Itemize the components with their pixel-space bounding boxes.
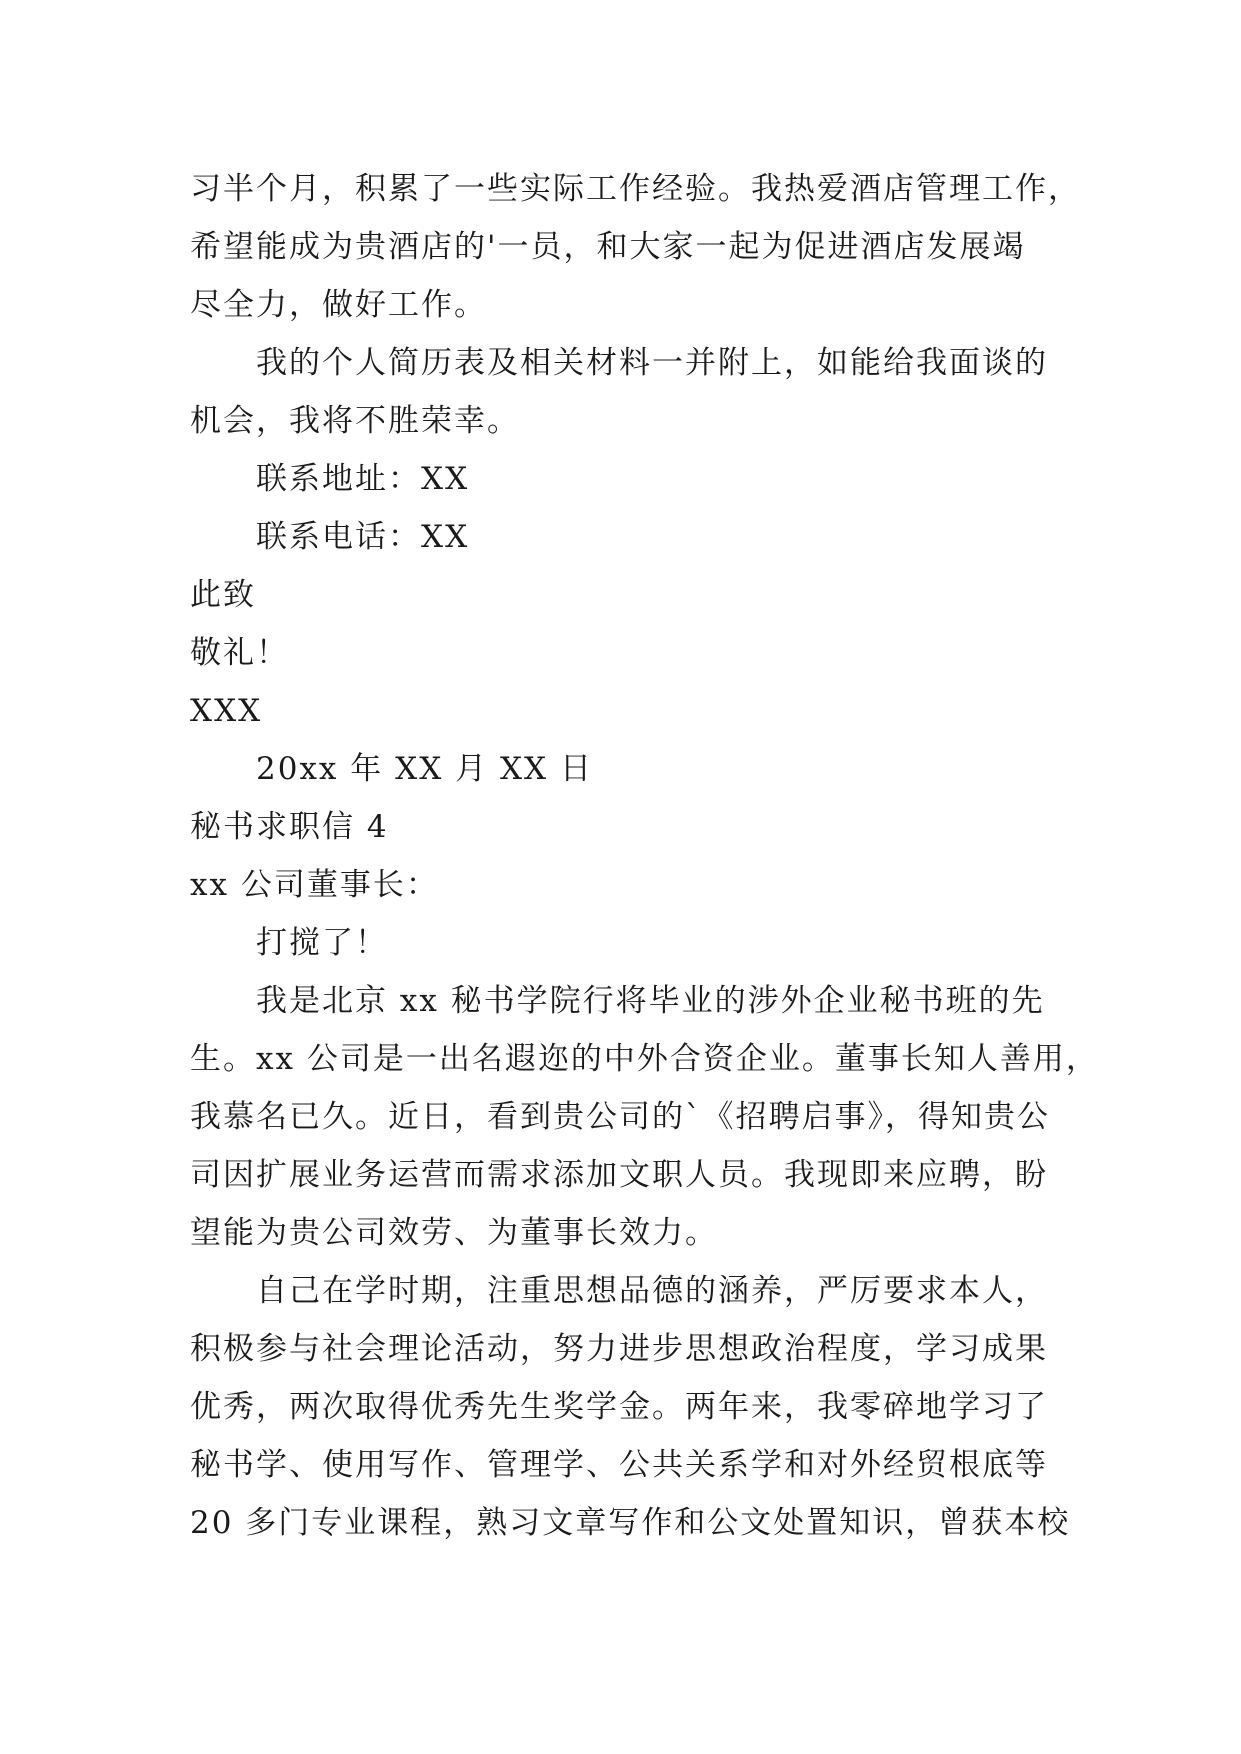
text-line: 尽全力，做好工作。 [190, 287, 487, 323]
text-line: xx 公司董事长： [190, 867, 439, 903]
letter-body [190, 160, 1099, 1552]
text-line: 优秀，两次取得优秀先生奖学金。两年来，我零碎地学习了 [190, 1389, 1048, 1425]
text-line: 积极参与社会理论活动，努力进步思想政治程度，学习成果 [190, 1331, 1048, 1367]
text-line: 我是北京 xx 秘书学院行将毕业的涉外企业秘书班的先 [256, 983, 1045, 1019]
text-line: 我慕名已久。近日，看到贵公司的`《招聘启事》，得知贵公 [190, 1099, 1050, 1135]
text-line: 此致 [190, 577, 256, 613]
text-line: 机会，我将不胜荣幸。 [190, 403, 520, 439]
text-line: 打搅了！ [256, 925, 388, 961]
text-line: 望能为贵公司效劳、为董事长效力。 [190, 1215, 718, 1251]
text-line: 秘书学、使用写作、管理学、公共关系学和对外经贸根底等 [190, 1447, 1048, 1483]
text-line: 敬礼！ [190, 635, 289, 671]
text-line: 希望能成为贵酒店的'一员，和大家一起为促进酒店发展竭 [190, 229, 1026, 265]
text-line: XXX [190, 693, 263, 729]
text-line: 生。xx 公司是一出名遐迩的中外合资企业。董事长知人善用， [190, 1041, 1099, 1077]
text-line: 20 多门专业课程，熟习文章写作和公文处置知识，曾获本校 [190, 1505, 1071, 1541]
text-line: 20xx 年 XX 月 XX 日 [256, 751, 593, 787]
text-line: 司因扩展业务运营而需求添加文职人员。我现即来应聘，盼 [190, 1157, 1048, 1193]
text-line: 我的个人简历表及相关材料一并附上，如能给我面谈的 [256, 345, 1048, 381]
text-line: 联系地址：XX [256, 461, 470, 497]
text-line: 联系电话：XX [256, 519, 470, 555]
text-line: 自己在学时期，注重思想品德的涵养，严厉要求本人， [256, 1273, 1048, 1309]
text-line: 秘书求职信 4 [190, 809, 389, 845]
text-line: 习半个月，积累了一些实际工作经验。我热爱酒店管理工作， [190, 171, 1081, 207]
